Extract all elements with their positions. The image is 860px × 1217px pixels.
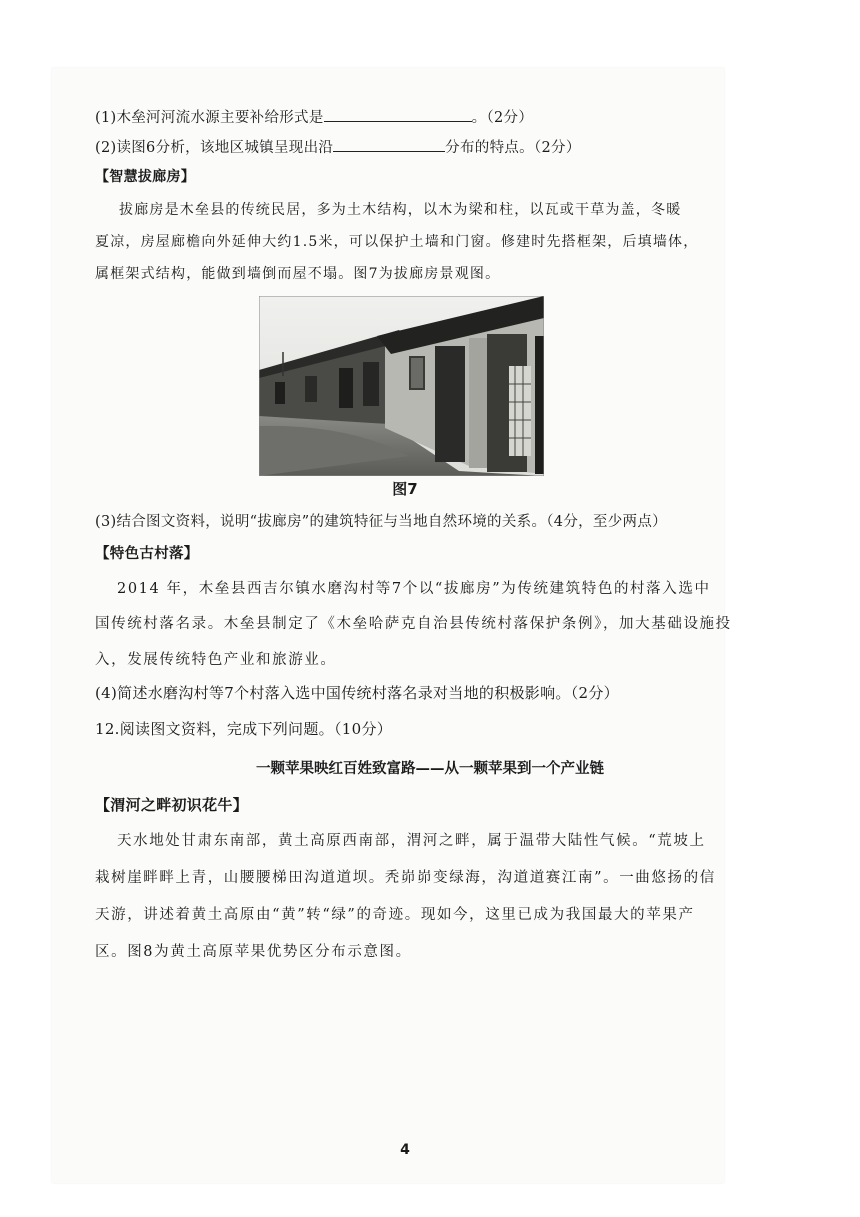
paragraph-line: 区。图8为黄土高原苹果优势区分布示意图。 [95, 944, 412, 960]
paragraph-line: 2014 年，木垒县西吉尔镇水磨沟村等7个以“拔廊房”为传统建筑特色的村落入选中 [117, 581, 711, 597]
section-heading-baolangfang: 【智慧拔廊房】 [95, 169, 196, 185]
question-2 [95, 136, 581, 157]
paragraph-line: 入，发展传统特色产业和旅游业。 [95, 652, 337, 668]
question-1-text: (1)木垒河河流水源主要补给形式是 [95, 110, 324, 126]
paragraph-line: 天水地处甘肃东南部，黄土高原西南部，渭河之畔，属于温带大陆性气候。“荒坡上 [117, 833, 706, 849]
question-2-points: 分布的特点。（2分） [445, 140, 581, 156]
article-title: 一颗苹果映红百姓致富路——从一颗苹果到一个产业链 [256, 761, 604, 777]
question-4: (4)简述水磨沟村等7个村落入选中国传统村落名录对当地的积极影响。（2分） [95, 684, 619, 702]
question-12: 12.阅读图文资料，完成下列问题。（10分） [95, 720, 393, 738]
page-number: 4 [400, 1142, 410, 1158]
section-heading-weihe: 【渭河之畔初识花牛】 [95, 796, 249, 814]
paragraph-line: 夏凉，房屋廊檐向外延伸大约1.5米，可以保护土墙和门窗。修建时先搭框架，后填墙体， [95, 234, 699, 250]
question-1 [95, 106, 533, 127]
paragraph-line: 属框架式结构，能做到墙倒而屋不塌。图7为拔廊房景观图。 [95, 266, 501, 282]
paragraph-line: 栽树崖畔畔上青，山腰腰梯田沟道道坝。秃峁峁变绿海，沟道道赛江南”。一曲悠扬的信 [95, 870, 716, 886]
baolangfang-house-photo [259, 296, 544, 476]
answer-blank-2 [333, 151, 445, 152]
answer-blank-1 [324, 121, 472, 122]
section-heading-ancient-villages: 【特色古村落】 [95, 546, 199, 562]
question-2-text: (2)读图6分析，该地区城镇呈现出沿 [95, 140, 334, 156]
question-3: (3)结合图文资料，说明“拔廊房”的建筑特征与当地自然环境的关系。（4分，至少两点） [95, 514, 667, 530]
paragraph-line: 国传统村落名录。木垒县制定了《木垒哈萨克自治县传统村落保护条例》，加大基础设施投 [95, 616, 732, 632]
question-1-points: 。（2分） [471, 110, 534, 126]
paragraph-line: 天游，讲述着黄土高原由“黄”转“绿”的奇迹。现如今，这里已成为我国最大的苹果产 [95, 907, 695, 923]
figure-7-caption: 图7 [392, 480, 418, 498]
paragraph-line: 拔廊房是木垒县的传统民居，多为土木结构，以木为梁和柱，以瓦或干草为盖，冬暖 [119, 202, 682, 218]
